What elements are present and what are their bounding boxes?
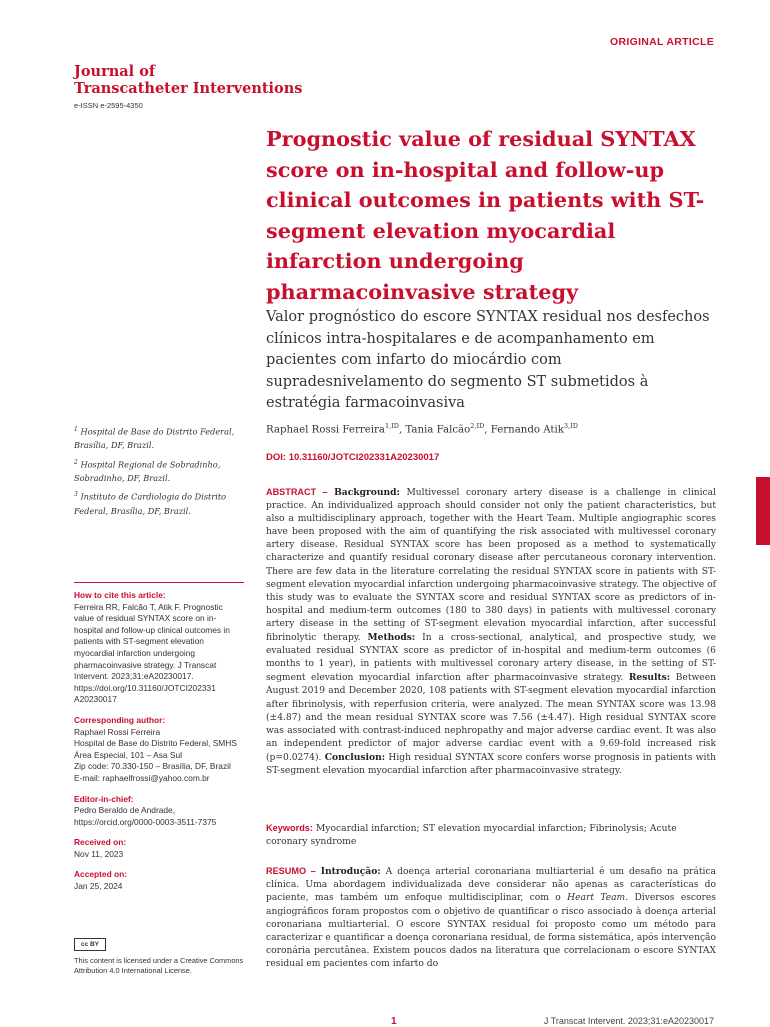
author-affiliation-marker: 3,ID	[563, 422, 578, 430]
author-name: Raphael Rossi Ferreira	[266, 424, 385, 436]
cite-heading: How to cite this article:	[74, 590, 166, 600]
affiliation-item: $^3$ Instituto de Cardiologia do Distrito Federal, Brasília, DF, Brazil.	[74, 491, 227, 516]
received-date: Nov 11, 2023	[74, 848, 124, 859]
journal-name-line2: Transcatheter Interventions	[74, 80, 303, 97]
resumo-label: RESUMO –	[266, 866, 316, 876]
accepted-date: Jan 25, 2024	[74, 881, 123, 892]
cc-license-badge[interactable]: cc BY	[74, 938, 106, 951]
article-type-label: ORIGINAL ARTICLE	[610, 36, 714, 48]
cite-text: Ferreira RR, Falcão T, Atik F. Prognostic value of residual SYNTAX score on in-hospital and follow-up clinical outcomes in patients with ST-segment elevation myocardial infarction undergoing pharmacoinvasive strategy. J Transcat Intervent. 2023;31:eA20230017. https://doi.org/10.31160/JOTCI202331 A20230017	[74, 601, 230, 705]
journal-name	[74, 63, 302, 97]
author-name: Tania Falcão	[405, 424, 471, 436]
accepted-heading: Accepted on:	[74, 869, 128, 880]
article-title-portuguese: Valor prognóstico do escore SYNTAX residual nos desfechos clínicos intra-hospitalares e de acompanhamento em pacientes com infarto do miocárdio com supradesnivelamento do segmento ST submetidos à estratégia farmacoinvasiva	[266, 309, 710, 411]
doi-link[interactable]: DOI: 10.31160/JOTCI202331A20230017	[266, 452, 440, 463]
affiliation-list	[74, 423, 244, 521]
received-heading: Received on:	[74, 837, 127, 848]
license-text: This content is licensed under a Creative Commons Attribution 4.0 International License.	[74, 956, 244, 975]
author-affiliation-marker: 2,ID	[470, 422, 485, 430]
editor-heading: Editor-in-chief:	[74, 793, 134, 804]
resumo: RESUMO – Introdução: A doença arterial coronariana multiarterial é um desafio na prática clínica. Uma abordagem individualizada deve considerar não apenas as características do paciente, mas também um enfoque multidisciplinar, com o Heart Team. Diversos escores angiográficos foram propostos com o objetivo de quantificar o risco associado à doença arterial coronariana multiarterial. O escore SYNTAX residual foi proposto como um método para caracterizar e quantificar a doença coronariana residual, de forma sistemática, após intervenção coronária percutânea. Existem poucos dados na literatura que correlacionam o escore SYNTAX residual em pacientes com infarto do	[266, 866, 716, 970]
section-side-tab	[756, 477, 770, 545]
license-block	[74, 938, 249, 976]
journal-name-line1: Journal of	[74, 63, 156, 80]
author-name: Fernando Atik	[490, 424, 564, 436]
journal-issn: e-ISSN e-2595-4350	[74, 101, 143, 110]
corresponding-line: Hospital de Base do Distrito Federal, SMHS	[74, 738, 237, 749]
abstract-label: ABSTRACT –	[266, 487, 328, 497]
affiliation-item: $^2$ Hospital Regional de Sobradinho, Sobradinho, DF, Brazil.	[74, 458, 221, 483]
footer-citation: J Transcat Intervent. 2023;31:eA20230017	[543, 1016, 714, 1026]
sidebar-divider	[74, 582, 244, 583]
article-title: Prognostic value of residual SYNTAX score on in-hospital and follow-up clinical outcomes in patients with ST-segment elevation myocardial infarction undergoing pharmacoinvasive strategy	[266, 126, 705, 304]
editor-name: Pedro Beraldo de Andrade,	[74, 805, 176, 816]
corresponding-heading: Corresponding author:	[74, 714, 166, 725]
author-list: Raphael Rossi Ferreira$^{1,ID}$, Tania Falcão$^{2,ID}$, Fernando Atik$^{3,ID}$	[266, 422, 578, 436]
keywords: Keywords: Myocardial infarction; ST elevation myocardial infarction; Fibrinolysis; Acute coronary syndrome	[266, 823, 677, 847]
abstract: ABSTRACT – Background: Multivessel coronary artery disease is a challenge in clinical practice. An individualized approach should consider not only the patient characteristics, but also a multidisciplinary approach, together with the Heart Team. Multiple angiographic scores have been proposed with the aim of quantifying the risk associated with multivessel coronary artery disease. Residual SYNTAX score has been proposed as a method to systematically characterize and quantify residual coronary disease after percutaneous coronary intervention. There are few data in the literature correlating the residual SYNTAX score in patients with ST-segment elevation myocardial infarction undergoing pharmacoinvasive strategy. The objective of this study was to evaluate the SYNTAX score and residual SYNTAX score as predictors of in-hospital and medium-term outcomes (180 to 380 days) in patients with multivessel coronary artery disease in the setting of ST-segment elevation myocardial infarction, after successful fibrinolytic therapy. Methods: In a cross-sectional, analytical, and prospective study, we evaluated residual SYNTAX score as predictor of in-hospital and medium-term outcomes (6 months to 1 year), in patients with multivessel coronary artery disease, in the setting of ST-segment elevation myocardial infarction after pharmacoinvasive strategy. Results: Between August 2019 and December 2020, 108 patients with ST-segment elevation myocardial infarction after fibrinolysis, with reperfusion criteria, were analyzed. The mean SYNTAX score was 13.98 (±4.87) and the mean residual SYNTAX score was 7.56 (±4.47). High residual SYNTAX score was associated with contrast-induced nephropathy and major adverse cardiac event. It was also an independent predictor of major adverse cardiac event with a 9.69-fold increased risk (p=0.0274). Conclusion: High residual SYNTAX score confers worse prognosis in patients with ST-segment elevation myocardial infarction after pharmacoinvasive strategy.	[266, 487, 716, 776]
corresponding-email[interactable]: E-mail: raphaelfrossi@yahoo.com.br	[74, 772, 210, 783]
editor-orcid-link[interactable]: https://orcid.org/0000-0003-3511-7375	[74, 816, 217, 827]
author-affiliation-marker: 1,ID	[384, 422, 399, 430]
affiliation-item: $^1$ Hospital de Base do Distrito Federal, Brasília, DF, Brazil.	[74, 426, 235, 451]
page-number: 1	[391, 1016, 397, 1027]
article-metadata	[74, 590, 244, 893]
keywords-label: Keywords:	[266, 823, 313, 833]
corresponding-line: Área Especial, 101 – Asa Sul	[74, 749, 183, 760]
corresponding-line: Zip code: 70.330-150 – Brasília, DF, Brazil	[74, 761, 231, 772]
corresponding-line: Raphael Rossi Ferreira	[74, 726, 161, 737]
